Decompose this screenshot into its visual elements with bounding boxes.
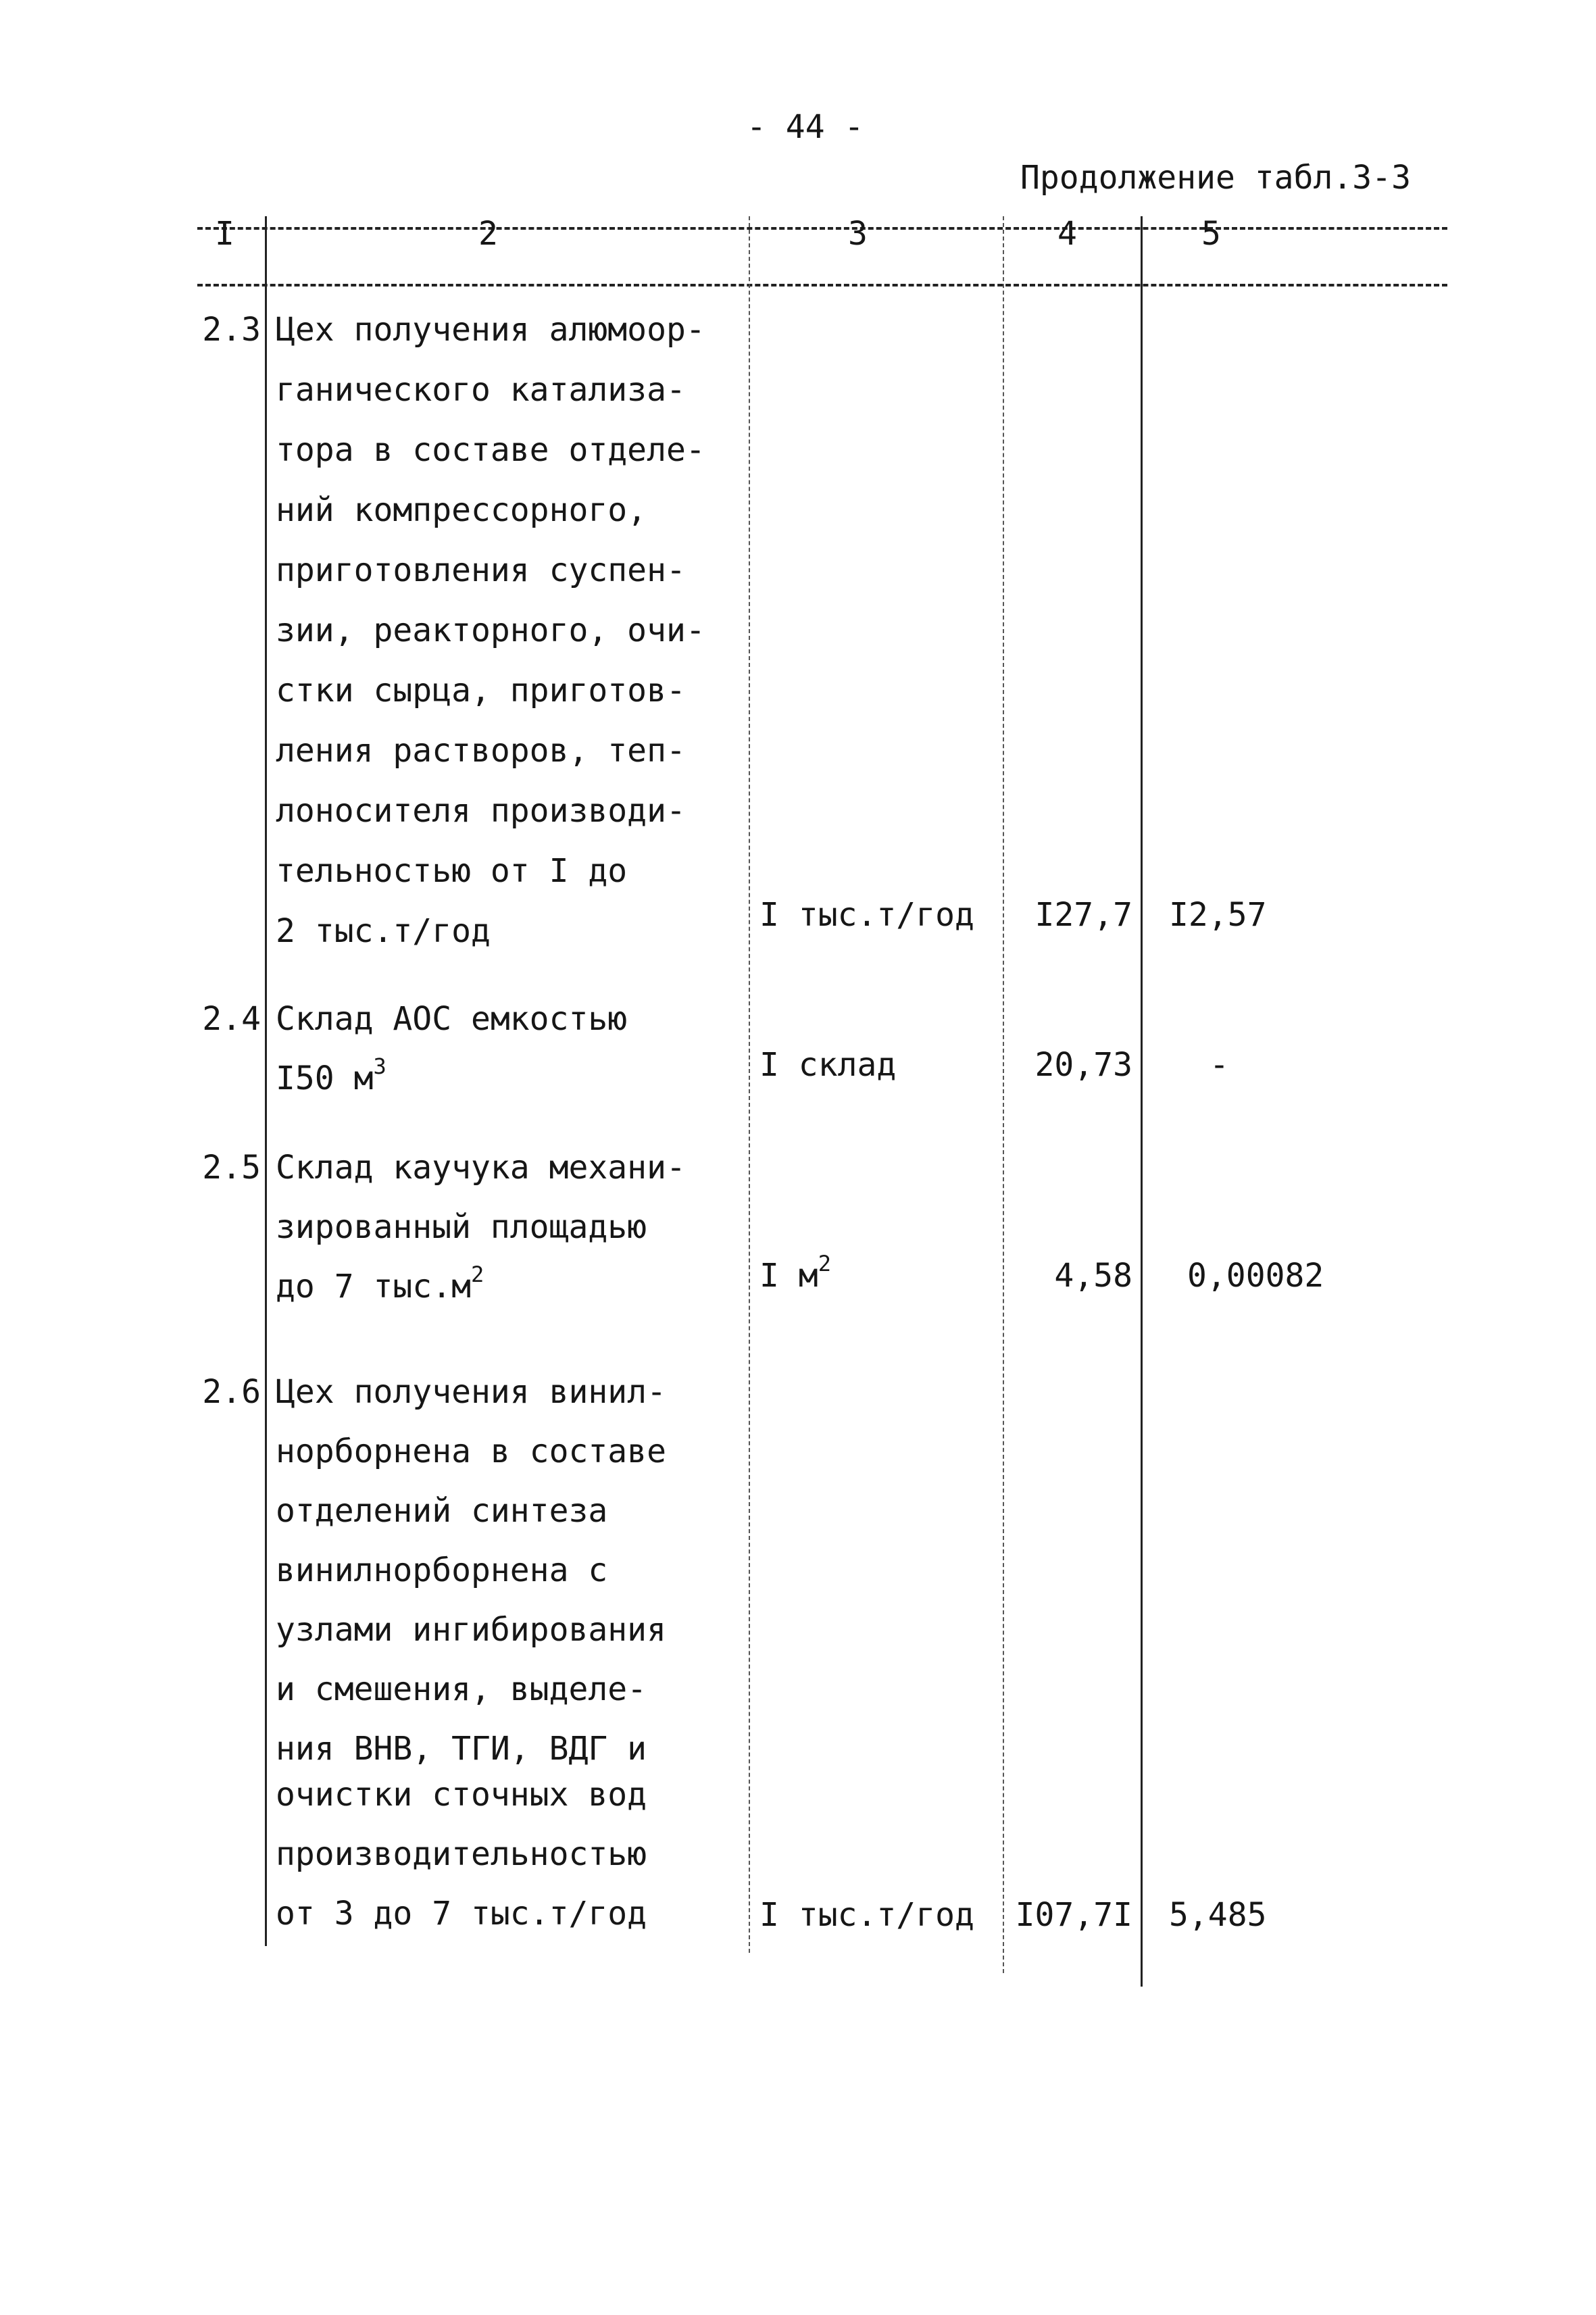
row-description-line: ления растворов, теп- <box>276 732 686 770</box>
row-description-line: производительностью <box>276 1835 647 1873</box>
row-description-line: ганического катализа- <box>276 371 686 409</box>
row-description-line: 2 тыс.т/год <box>276 912 491 950</box>
superscript: 3 <box>373 1053 386 1079</box>
row-description-line: Цех получения алюмоор- <box>276 311 705 349</box>
row-description-line: от 3 до 7 тыс.т/год <box>276 1895 647 1933</box>
row-description-line: ния ВНВ, ТГИ, ВДГ и <box>276 1730 647 1768</box>
col-header-4: 4 <box>1057 215 1077 253</box>
superscript: 2 <box>470 1262 484 1287</box>
row-description-line: I50 $м^3$ <box>276 1053 386 1097</box>
row-unit: I тыс.т/год <box>759 896 974 934</box>
row-description-line: и смешения, выделе- <box>276 1670 647 1708</box>
col-header-1: I <box>215 215 234 253</box>
row-description-line: зированный площадью <box>276 1208 647 1246</box>
row-number: 2.6 <box>202 1373 261 1411</box>
row-number: 2.3 <box>202 311 261 349</box>
row-description-line: тельностью от I до <box>276 852 628 890</box>
row-description-line: узлами ингибирования <box>276 1611 666 1649</box>
col-separator-3 <box>1003 216 1004 1973</box>
row-description-line: Склад АОС емкостью <box>276 1000 628 1038</box>
col-separator-4 <box>1141 216 1143 1987</box>
row-number: 2.4 <box>202 1000 261 1038</box>
col-separator-1 <box>265 216 267 1946</box>
row-number: 2.5 <box>202 1149 261 1187</box>
row-col5-value: 5,485 <box>1169 1896 1267 1934</box>
row-col5-value: I2,57 <box>1169 896 1267 934</box>
col-separator-2 <box>749 216 750 1953</box>
row-description-line: Цех получения винил- <box>276 1373 666 1411</box>
row-unit: I тыс.т/год <box>759 1896 974 1934</box>
row-col4-value: I07,7I <box>1015 1896 1132 1934</box>
row-description-line: до 7 $тыс.м^2$ <box>276 1262 484 1305</box>
row-col4-value: 20,73 <box>1034 1046 1132 1084</box>
row-col4-value: I27,7 <box>1034 896 1132 934</box>
row-description-line: очистки сточных вод <box>276 1776 647 1814</box>
row-description-line: стки сырца, приготов- <box>276 672 686 710</box>
row-description-line: винилнорборнена с <box>276 1551 608 1589</box>
col-header-3: 3 <box>848 215 868 253</box>
row-unit: I $м^2$ <box>759 1251 831 1295</box>
row-description-line: Склад каучука механи- <box>276 1149 686 1187</box>
row-description-line: норборнена в составе <box>276 1433 666 1470</box>
table-caption: Продолжение табл.3-3 <box>1020 159 1411 197</box>
row-unit: I склад <box>759 1046 897 1084</box>
col-header-2: 2 <box>478 215 498 253</box>
row-description-line: тора в составе отделе- <box>276 431 705 469</box>
row-description-line: зии, реакторного, очи- <box>276 612 705 649</box>
page-number: - 44 - <box>747 108 864 146</box>
col-header-5: 5 <box>1201 215 1221 253</box>
superscript: 2 <box>818 1251 831 1276</box>
header-top-rule <box>197 227 1447 230</box>
row-description-line: приготовления суспен- <box>276 551 686 589</box>
header-bottom-rule <box>197 284 1447 287</box>
row-col5-value: 0,00082 <box>1187 1257 1324 1295</box>
row-col4-value: 4,58 <box>1054 1257 1132 1295</box>
row-col5-value: - <box>1210 1046 1229 1084</box>
row-description-line: лоносителя производи- <box>276 792 686 830</box>
row-description-line: отделений синтеза <box>276 1492 608 1530</box>
row-description-line: ний компрессорного, <box>276 491 647 529</box>
